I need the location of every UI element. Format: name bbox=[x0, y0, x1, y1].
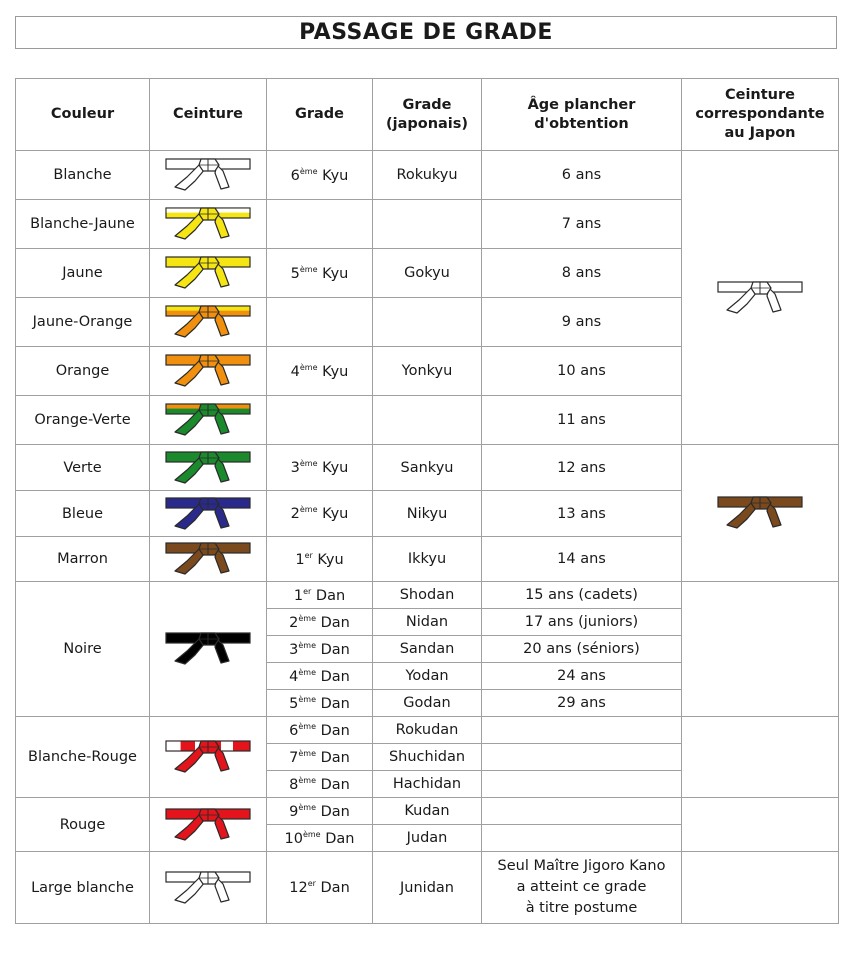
japonais-cell: Junidan bbox=[373, 852, 482, 924]
table-row bbox=[16, 717, 839, 744]
header-couleur: Couleur bbox=[16, 79, 150, 151]
grade-unit: Dan bbox=[315, 587, 346, 604]
belt-cell bbox=[150, 798, 267, 852]
belt-large-white-icon bbox=[165, 870, 251, 906]
japonais-cell: Sankyu bbox=[373, 445, 482, 491]
belt-cell bbox=[150, 298, 267, 347]
couleur-cell: Bleue bbox=[16, 491, 150, 537]
grade-sup: ème bbox=[298, 721, 316, 731]
age-cell: 11 ans bbox=[482, 396, 682, 445]
grade-num: 12 bbox=[289, 879, 308, 896]
table-row bbox=[16, 445, 839, 491]
japon-empty-cell bbox=[682, 798, 839, 852]
japonais-cell: Hachidan bbox=[373, 771, 482, 798]
age-cell: 17 ans (juniors) bbox=[482, 609, 682, 636]
table-row bbox=[16, 151, 839, 200]
grade-sup: er bbox=[304, 550, 313, 560]
header-grade-japonais bbox=[373, 79, 482, 151]
couleur-cell: Noire bbox=[16, 582, 150, 717]
header-japon-line3: au Japon bbox=[724, 125, 796, 141]
japonais-cell: Shuchidan bbox=[373, 744, 482, 771]
grade-sup: ème bbox=[299, 264, 318, 274]
japonais-cell: Rokudan bbox=[373, 717, 482, 744]
couleur-cell: Blanche-Rouge bbox=[16, 717, 150, 798]
grade-unit: Dan bbox=[320, 722, 350, 739]
grade-cell bbox=[267, 491, 373, 537]
couleur-cell: Verte bbox=[16, 445, 150, 491]
japonais-cell: Ikkyu bbox=[373, 537, 482, 582]
grade-unit: Kyu bbox=[322, 265, 349, 282]
header-japon-line1: Ceinture bbox=[724, 87, 795, 103]
grade-cell bbox=[267, 690, 373, 717]
grade-cell bbox=[267, 717, 373, 744]
grade-num: 3 bbox=[289, 641, 299, 658]
belt-blue-icon bbox=[165, 496, 251, 532]
grade-sup: ème bbox=[298, 613, 316, 623]
belt-cell bbox=[150, 582, 267, 717]
grade-cell bbox=[267, 445, 373, 491]
couleur-cell: Blanche bbox=[16, 151, 150, 200]
grade-unit: Dan bbox=[320, 749, 350, 766]
age-cell: 7 ans bbox=[482, 200, 682, 249]
grade-sup: ème bbox=[299, 166, 318, 176]
age-note-line2: a atteint ce grade bbox=[516, 879, 647, 895]
table-row bbox=[16, 852, 839, 924]
header-age-line1: Âge plancher bbox=[527, 96, 636, 113]
japonais-cell: Sandan bbox=[373, 636, 482, 663]
grade-cell bbox=[267, 609, 373, 636]
japon-empty-cell bbox=[682, 852, 839, 924]
grade-unit: Kyu bbox=[317, 551, 344, 568]
header-row bbox=[16, 79, 839, 151]
belt-yellow-icon bbox=[165, 255, 251, 291]
grade-cell bbox=[267, 200, 373, 249]
belt-cell bbox=[150, 396, 267, 445]
grade-sup: ème bbox=[298, 775, 316, 785]
age-cell bbox=[482, 825, 682, 852]
header-grade: Grade bbox=[267, 79, 373, 151]
age-cell: 15 ans (cadets) bbox=[482, 582, 682, 609]
belt-cell bbox=[150, 537, 267, 582]
belt-cell bbox=[150, 347, 267, 396]
grade-num: 8 bbox=[289, 776, 299, 793]
grade-num: 2 bbox=[290, 505, 300, 522]
grade-unit: Dan bbox=[320, 668, 350, 685]
belt-cell bbox=[150, 151, 267, 200]
age-cell bbox=[482, 798, 682, 825]
grade-cell bbox=[267, 249, 373, 298]
belt-white-yellow-icon bbox=[165, 206, 251, 242]
age-cell bbox=[482, 744, 682, 771]
belt-cell bbox=[150, 249, 267, 298]
grade-num: 2 bbox=[289, 614, 299, 631]
japonais-cell bbox=[373, 298, 482, 347]
couleur-cell: Jaune bbox=[16, 249, 150, 298]
belt-brown-icon bbox=[165, 541, 251, 577]
belt-white-icon bbox=[165, 157, 251, 193]
age-cell: 13 ans bbox=[482, 491, 682, 537]
age-cell: 24 ans bbox=[482, 663, 682, 690]
grade-unit: Kyu bbox=[322, 459, 349, 476]
japonais-cell bbox=[373, 200, 482, 249]
japonais-cell: Rokukyu bbox=[373, 151, 482, 200]
japonais-cell: Judan bbox=[373, 825, 482, 852]
age-cell: 20 ans (séniors) bbox=[482, 636, 682, 663]
grade-cell bbox=[267, 396, 373, 445]
grade-num: 1 bbox=[295, 551, 305, 568]
belt-cell bbox=[150, 445, 267, 491]
grade-num: 6 bbox=[290, 167, 300, 184]
japon-belt-cell-white bbox=[682, 151, 839, 445]
grade-sup: ème bbox=[298, 802, 316, 812]
grade-cell bbox=[267, 852, 373, 924]
japonais-cell: Shodan bbox=[373, 582, 482, 609]
grade-unit: Dan bbox=[320, 695, 350, 712]
belt-orange-icon bbox=[165, 353, 251, 389]
page-title: PASSAGE DE GRADE bbox=[299, 20, 553, 45]
japonais-cell: Godan bbox=[373, 690, 482, 717]
age-cell bbox=[482, 717, 682, 744]
grade-unit: Dan bbox=[325, 830, 355, 847]
grade-cell bbox=[267, 663, 373, 690]
age-cell: 10 ans bbox=[482, 347, 682, 396]
belt-cell bbox=[150, 717, 267, 798]
header-ceinture: Ceinture bbox=[150, 79, 267, 151]
grade-unit: Dan bbox=[320, 879, 350, 896]
grade-sup: ème bbox=[298, 694, 316, 704]
belt-orange-green-icon bbox=[165, 402, 251, 438]
couleur-cell: Jaune-Orange bbox=[16, 298, 150, 347]
couleur-cell: Large blanche bbox=[16, 852, 150, 924]
belt-cell bbox=[150, 852, 267, 924]
grade-num: 4 bbox=[290, 363, 300, 380]
grade-unit: Kyu bbox=[322, 505, 349, 522]
grade-sup: ème bbox=[299, 505, 318, 515]
age-cell: 8 ans bbox=[482, 249, 682, 298]
age-note-line3: à titre postume bbox=[525, 900, 638, 916]
belt-yellow-orange-icon bbox=[165, 304, 251, 340]
grade-sup: ème bbox=[298, 748, 316, 758]
japon-belt-cell-brown bbox=[682, 445, 839, 582]
grade-cell bbox=[267, 347, 373, 396]
grade-unit: Kyu bbox=[322, 167, 349, 184]
grade-sup: er bbox=[303, 586, 312, 596]
japonais-cell bbox=[373, 396, 482, 445]
grade-sup: er bbox=[307, 879, 316, 889]
japonais-cell: Gokyu bbox=[373, 249, 482, 298]
grade-unit: Dan bbox=[320, 803, 350, 820]
japon-empty-cell bbox=[682, 582, 839, 717]
grade-cell bbox=[267, 151, 373, 200]
header-grade-jp-line2: (japonais) bbox=[385, 115, 469, 132]
header-japon-line2: correspondante bbox=[695, 106, 825, 122]
grade-sup: ème bbox=[298, 667, 316, 677]
grade-cell bbox=[267, 582, 373, 609]
grade-num: 10 bbox=[284, 830, 303, 847]
grade-num: 9 bbox=[289, 803, 299, 820]
grade-sup: ème bbox=[298, 640, 316, 650]
header-age bbox=[482, 79, 682, 151]
belt-red-icon bbox=[165, 807, 251, 843]
japonais-cell: Yonkyu bbox=[373, 347, 482, 396]
belt-cell bbox=[150, 491, 267, 537]
table-row bbox=[16, 582, 839, 609]
couleur-cell: Blanche-Jaune bbox=[16, 200, 150, 249]
grade-num: 6 bbox=[289, 722, 299, 739]
age-note-line1: Seul Maître Jigoro Kano bbox=[497, 858, 666, 874]
grade-cell bbox=[267, 798, 373, 825]
header-grade-jp-line1: Grade bbox=[402, 96, 452, 113]
belt-cell bbox=[150, 200, 267, 249]
couleur-cell: Marron bbox=[16, 537, 150, 582]
age-cell: 6 ans bbox=[482, 151, 682, 200]
japonais-cell: Yodan bbox=[373, 663, 482, 690]
age-cell: 14 ans bbox=[482, 537, 682, 582]
belt-white-red-icon bbox=[165, 739, 251, 775]
title-box bbox=[15, 16, 837, 49]
grade-num: 3 bbox=[290, 459, 300, 476]
grade-num: 1 bbox=[293, 587, 304, 604]
grade-sup: ème bbox=[302, 829, 321, 839]
age-cell: 12 ans bbox=[482, 445, 682, 491]
age-cell bbox=[482, 771, 682, 798]
age-cell: 29 ans bbox=[482, 690, 682, 717]
grade-num: 4 bbox=[289, 668, 299, 685]
grade-cell bbox=[267, 771, 373, 798]
header-age-line2: d'obtention bbox=[534, 115, 629, 132]
japan-belt-brown-icon bbox=[717, 495, 803, 531]
grade-table bbox=[15, 78, 839, 924]
grade-cell bbox=[267, 825, 373, 852]
japan-belt-white-icon bbox=[717, 280, 803, 316]
belt-green-icon bbox=[165, 450, 251, 486]
age-cell bbox=[482, 852, 682, 924]
grade-sup: ème bbox=[299, 459, 318, 469]
grade-unit: Dan bbox=[320, 641, 350, 658]
grade-cell bbox=[267, 298, 373, 347]
grade-sup: ème bbox=[299, 362, 318, 372]
grade-cell bbox=[267, 537, 373, 582]
grade-num: 5 bbox=[289, 695, 299, 712]
grade-unit: Kyu bbox=[322, 363, 349, 380]
grade-num: 7 bbox=[289, 749, 299, 766]
japonais-cell: Nidan bbox=[373, 609, 482, 636]
header-ceinture-japon bbox=[682, 79, 839, 151]
table-row bbox=[16, 798, 839, 825]
couleur-cell: Rouge bbox=[16, 798, 150, 852]
couleur-cell: Orange-Verte bbox=[16, 396, 150, 445]
grade-cell bbox=[267, 744, 373, 771]
couleur-cell: Orange bbox=[16, 347, 150, 396]
age-cell: 9 ans bbox=[482, 298, 682, 347]
grade-num: 5 bbox=[290, 265, 300, 282]
japon-empty-cell bbox=[682, 717, 839, 798]
japonais-cell: Nikyu bbox=[373, 491, 482, 537]
grade-cell bbox=[267, 636, 373, 663]
grade-unit: Dan bbox=[320, 614, 350, 631]
japonais-cell: Kudan bbox=[373, 798, 482, 825]
belt-black-icon bbox=[165, 631, 251, 667]
grade-unit: Dan bbox=[320, 776, 350, 793]
